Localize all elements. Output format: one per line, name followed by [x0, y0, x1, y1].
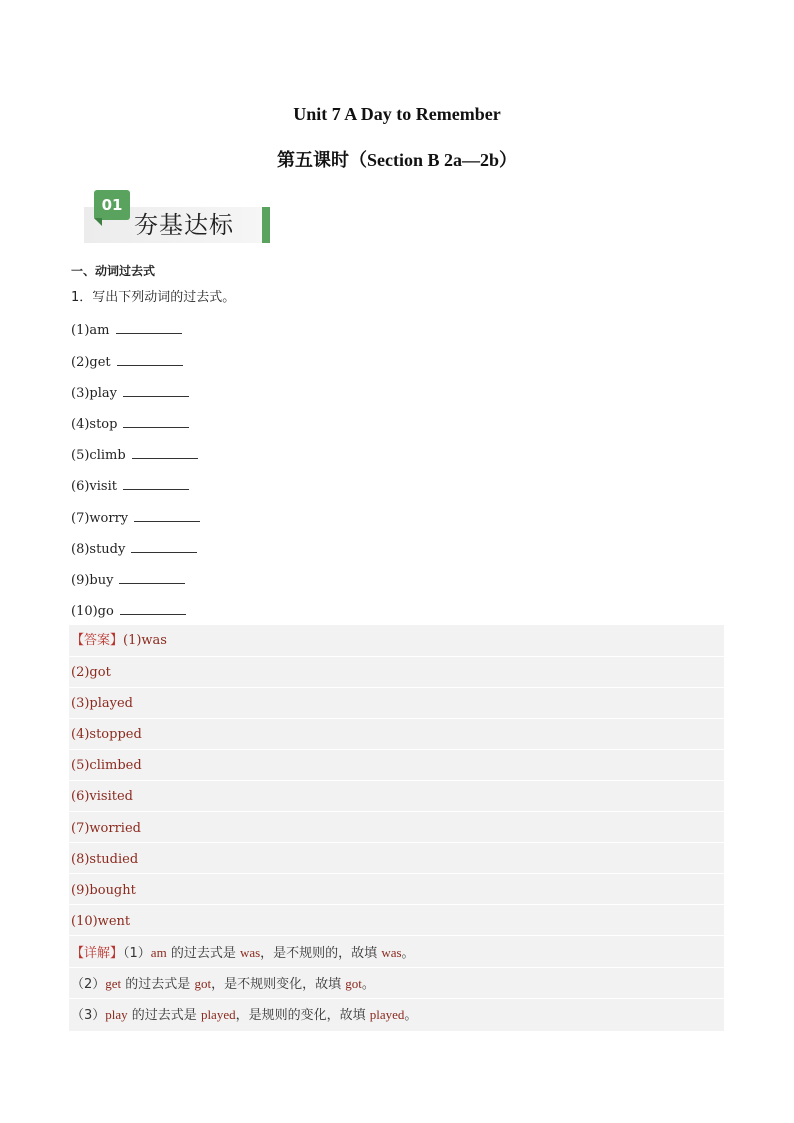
row-divider — [69, 967, 724, 968]
detail-index: （3） — [71, 1008, 106, 1023]
question-item — [71, 352, 183, 372]
page-subtitle: 第五课时（Section B 2a—2b） — [276, 150, 517, 170]
row-divider — [69, 780, 724, 781]
question-item — [71, 570, 185, 590]
answer-blank[interactable] — [120, 601, 186, 615]
row-divider — [69, 842, 724, 843]
answer-blank[interactable] — [117, 352, 183, 366]
detail-past: was — [239, 945, 261, 960]
answer-blank[interactable] — [134, 508, 200, 522]
answer-blank[interactable] — [116, 320, 182, 334]
answer-blank[interactable] — [123, 383, 189, 397]
question-item — [71, 601, 186, 621]
detail-end: 。 — [361, 977, 375, 992]
answer-panel — [69, 625, 724, 1031]
detail-text: 的过去式是 — [121, 977, 195, 992]
detail-text: 的过去式是 — [166, 946, 240, 961]
detail-tag: 【详解】 — [71, 946, 124, 961]
answer-line: (9)bought — [71, 883, 136, 898]
answer-blank[interactable] — [119, 570, 185, 584]
section-badge — [84, 190, 274, 246]
detail-past: played — [200, 1007, 236, 1022]
row-divider — [69, 718, 724, 719]
question-item — [71, 445, 198, 465]
answer-line: (10)went — [71, 914, 131, 929]
row-divider — [69, 811, 724, 812]
detail-fill: played — [369, 1007, 405, 1022]
question-item — [71, 476, 189, 496]
detail-line — [71, 1006, 417, 1025]
row-divider — [69, 749, 724, 750]
row-divider — [69, 873, 724, 874]
question-item — [71, 539, 197, 559]
item-label: (1)am — [71, 323, 110, 338]
row-divider — [69, 904, 724, 905]
answer-line — [71, 632, 167, 650]
item-label: (2)get — [71, 355, 111, 370]
row-divider — [69, 687, 724, 688]
item-label: (7)worry — [71, 511, 129, 526]
page-title: Unit 7 A Day to Remember — [293, 104, 501, 124]
question-item — [71, 414, 189, 434]
detail-text: ，是规则的变化，故填 — [235, 1008, 370, 1023]
section-heading: 一、动词过去式 — [71, 264, 156, 278]
item-label: (5)climb — [71, 448, 126, 463]
detail-end: 。 — [401, 946, 415, 961]
question-instruction: 1．写出下列动词的过去式。 — [71, 290, 236, 305]
answer-line: (2)got — [71, 665, 111, 680]
detail-word: am — [150, 945, 167, 960]
answer-text: (1)was — [123, 633, 167, 648]
item-label: (8)study — [71, 542, 126, 557]
detail-word: get — [105, 976, 122, 991]
detail-text: ，是不规则的，故填 — [260, 946, 382, 961]
answer-line: (5)climbed — [71, 758, 142, 773]
answer-line: (4)stopped — [71, 727, 142, 742]
detail-fill: was — [381, 945, 402, 960]
detail-word: play — [105, 1007, 128, 1022]
detail-end: 。 — [404, 1008, 418, 1023]
row-divider — [69, 656, 724, 657]
answer-line: (8)studied — [71, 852, 139, 867]
answer-blank[interactable] — [132, 445, 198, 459]
answer-blank[interactable] — [131, 539, 197, 553]
answer-line: (6)visited — [71, 789, 133, 804]
badge-end-bar — [262, 207, 270, 243]
badge-tail-icon — [94, 218, 102, 226]
answer-line: (3)played — [71, 696, 134, 711]
row-divider — [69, 998, 724, 999]
row-divider — [69, 935, 724, 936]
answer-tag: 【答案】 — [71, 633, 124, 648]
detail-text: 的过去式是 — [127, 1008, 201, 1023]
answer-blank[interactable] — [123, 476, 189, 490]
item-label: (10)go — [71, 604, 114, 619]
badge-label: 夯基达标 — [134, 211, 234, 239]
item-label: (4)stop — [71, 417, 118, 432]
detail-line — [71, 975, 375, 994]
detail-fill: got — [345, 976, 362, 991]
detail-text: ，是不规则变化，故填 — [211, 977, 346, 992]
detail-past: got — [194, 976, 212, 991]
badge-number: 01 — [94, 190, 130, 220]
item-label: (3)play — [71, 386, 117, 401]
answer-blank[interactable] — [123, 414, 189, 428]
question-item — [71, 508, 200, 528]
detail-index: （1） — [123, 946, 151, 961]
answer-line: (7)worried — [71, 821, 141, 836]
detail-line — [71, 944, 415, 963]
item-label: (6)visit — [71, 479, 117, 494]
item-label: (9)buy — [71, 573, 114, 588]
question-item — [71, 320, 182, 340]
question-item — [71, 383, 189, 403]
detail-index: （2） — [71, 977, 106, 992]
